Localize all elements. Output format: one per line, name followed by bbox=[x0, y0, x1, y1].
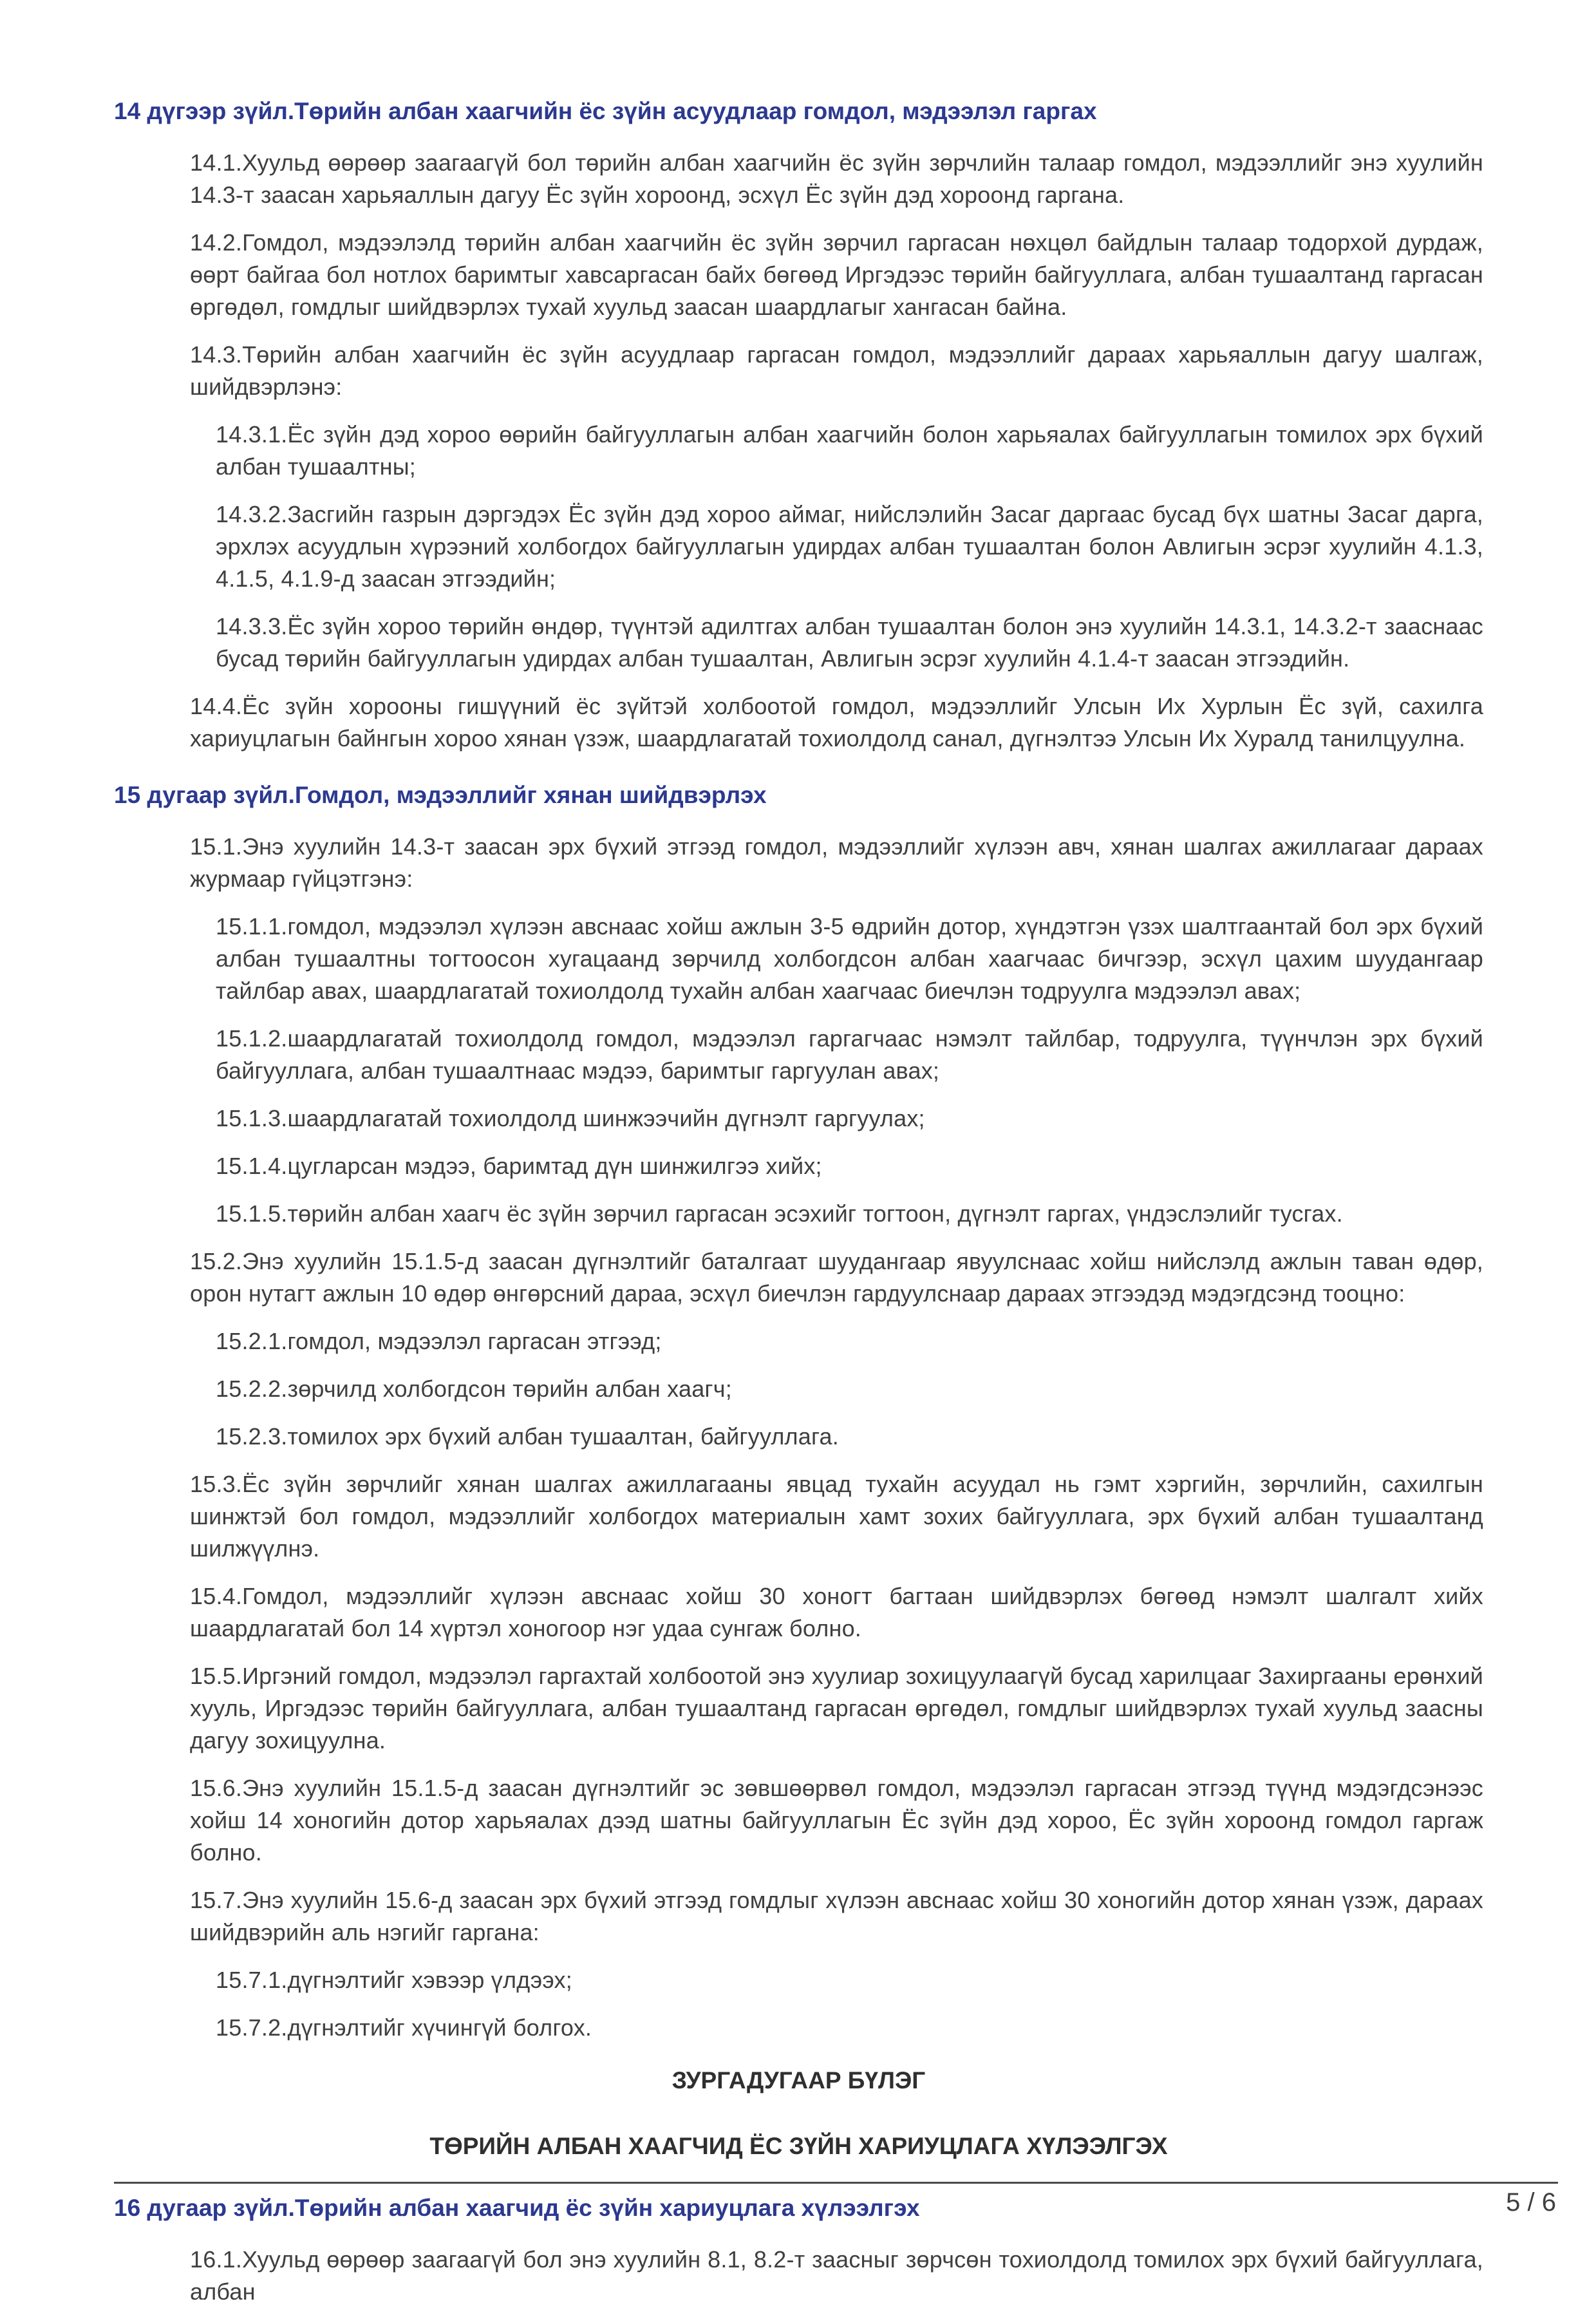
article-15-heading: 15 дугаар зүйл.Гомдол, мэдээллийг хянан шийдвэрлэх bbox=[114, 782, 767, 808]
chapter-six-number: ЗУРГАДУГААР БҮЛЭГ bbox=[671, 2067, 926, 2094]
page-number: 5 / 6 bbox=[1506, 2188, 1556, 2217]
paragraph-15-1-5: 15.1.5.төрийн албан хаагч ёс зүйн зөрчил гаргасан эсэхийг тогтоон, дүгнэлт гаргах, үндэслэлийг тусгах. bbox=[216, 1200, 1343, 1227]
paragraph-15-2-3: 15.2.3.томилох эрх бүхий албан тушаалтан, байгууллага. bbox=[216, 1423, 839, 1450]
paragraph-14-2: 14.2.Гомдол, мэдээлэлд төрийн албан хаагчийн ёс зүйн зөрчил гаргасан нөхцөл байдлын талаар тодорхой дурдаж, өөрт байгаа бол нотлох баримтыг хавсаргасан байх бөгөөд Иргэдээс төрийн байгууллага, албан тушаалтанд гаргасан өргөдөл, гомдлыг шийдвэрлэх тухай хуульд заасан шаардлагыг хангасан байна. bbox=[190, 229, 1483, 320]
paragraph-15-2: 15.2.Энэ хуулийн 15.1.5-д заасан дүгнэлтийг баталгаат шуудангаар явуулснаас хойш нийслэлд ажлын таван өдөр, орон нутагт ажлын 10 өдөр өнгөрсний дараа, эсхүл биечлэн гардуулснаар дараах этгээдэд мэдэгдсэнд тооцно: bbox=[190, 1248, 1483, 1307]
paragraph-16-1: 16.1.Хуульд өөрөөр заагаагүй бол энэ хуулийн 8.1, 8.2-т заасныг зөрчсөн тохиолдолд томилох эрх бүхий байгууллага, албан bbox=[190, 2246, 1483, 2305]
paragraph-15-2-1: 15.2.1.гомдол, мэдээлэл гаргасан этгээд; bbox=[216, 1328, 662, 1354]
paragraph-15-7: 15.7.Энэ хуулийн 15.6-д заасан эрх бүхий этгээд гомдлыг хүлээн авснаас хойш 30 хоногийн дотор хянан үзэж, дараах шийдвэрийн аль нэгийг гаргана: bbox=[190, 1887, 1483, 1945]
paragraph-15-6: 15.6.Энэ хуулийн 15.1.5-д заасан дүгнэлтийг эс зөвшөөрвөл гомдол, мэдээлэл гаргасан этгээд түүнд мэдэгдсэнээс хойш 14 хоногийн дотор харьяалах дээд шатны байгууллагын Ёс зүйн дэд хороо, Ёс зүйн хороонд гомдол гаргаж болно. bbox=[190, 1775, 1483, 1866]
paragraph-15-1: 15.1.Энэ хуулийн 14.3-т заасан эрх бүхий этгээд гомдол, мэдээллийг хүлээн авч, хянан шалгах ажиллагааг дараах журмаар гүйцэтгэнэ: bbox=[190, 833, 1483, 892]
paragraph-15-1-2: 15.1.2.шаардлагатай тохиолдолд гомдол, мэдээлэл гаргагчаас нэмэлт тайлбар, тодруулга, түүнчлэн эрх бүхий байгууллага, албан тушаалтнаас мэдээ, баримтыг гаргуулан авах; bbox=[216, 1025, 1483, 1084]
chapter-six-block bbox=[114, 2065, 1483, 2162]
paragraph-14-4: 14.4.Ёс зүйн хорооны гишүүний ёс зүйтэй холбоотой гомдол, мэдээллийг Улсын Их Хурлын Ёс зүй, сахилга хариуцлагын байнгын хороо хянан үзэж, шаардлагатай тохиолдолд санал, дүгнэлтээ Улсын Их Хуралд танилцуулна. bbox=[190, 693, 1483, 752]
paragraph-15-7-2: 15.7.2.дүгнэлтийг хүчингүй болгох. bbox=[216, 2014, 592, 2041]
paragraph-14-3: 14.3.Төрийн албан хаагчийн ёс зүйн асуудлаар гаргасан гомдол, мэдээллийг дараах харьяаллын дагуу шалгаж, шийдвэрлэнэ: bbox=[190, 341, 1483, 400]
paragraph-15-7-1: 15.7.1.дүгнэлтийг хэвээр үлдээх; bbox=[216, 1967, 572, 1993]
footer-divider bbox=[114, 2182, 1558, 2184]
article-16-heading: 16 дугаар зүйл.Төрийн албан хаагчид ёс зүйн хариуцлага хүлээлгэх bbox=[114, 2195, 920, 2221]
paragraph-15-1-1: 15.1.1.гомдол, мэдээлэл хүлээн авснаас хойш ажлын 3-5 өдрийн дотор, хүндэтгэн үзэх шалтгаантай бол эрх бүхий албан тушаалтны тогтоосон хугацаанд зөрчилд холбогдсон албан хаагчаас бичгээр, эсхүл цахим шуудангаар тайлбар авах, шаардлагатай тохиолдолд тухайн албан хаагчаас биечлэн тодруулга мэдээлэл авах; bbox=[216, 913, 1483, 1004]
paragraph-15-1-4: 15.1.4.цугларсан мэдээ, баримтад дүн шинжилгээ хийх; bbox=[216, 1153, 822, 1179]
paragraph-15-4: 15.4.Гомдол, мэдээллийг хүлээн авснаас хойш 30 хоногт багтаан шийдвэрлэх бөгөөд нэмэлт шалгалт хийх шаардлагатай бол 14 хүртэл хоногоор нэг удаа сунгаж болно. bbox=[190, 1583, 1483, 1641]
paragraph-15-2-2: 15.2.2.зөрчилд холбогдсон төрийн албан хаагч; bbox=[216, 1376, 732, 1402]
article-14-heading: 14 дүгээр зүйл.Төрийн албан хаагчийн ёс зүйн асуудлаар гомдол, мэдээлэл гаргах bbox=[114, 98, 1097, 124]
paragraph-15-1-3: 15.1.3.шаардлагатай тохиолдолд шинжээчийн дүгнэлт гаргуулах; bbox=[216, 1105, 925, 1131]
paragraph-15-5: 15.5.Иргэний гомдол, мэдээлэл гаргахтай холбоотой энэ хуулиар зохицуулаагүй бусад харилцааг Захиргааны ерөнхий хууль, Иргэдээс төрийн байгууллага, албан тушаалтанд гаргасан өргөдөл, гомдлыг шийдвэрлэх тухай хуульд заасны дагуу зохицуулна. bbox=[190, 1663, 1483, 1754]
paragraph-14-3-3: 14.3.3.Ёс зүйн хороо төрийн өндөр, түүнтэй адилтгах албан тушаалтан болон энэ хуулийн 14.3.1, 14.3.2-т зааснаас бусад төрийн байгууллагын удирдах албан тушаалтан, Авлигын эсрэг хуулийн 4.1.4-т заасан этгээдийн. bbox=[216, 613, 1483, 672]
paragraph-14-3-2: 14.3.2.Засгийн газрын дэргэдэх Ёс зүйн дэд хороо аймаг, нийслэлийн Засаг даргаас бусад бүх шатны Засаг дарга, эрхлэх асуудлын хүрээний холбогдох байгууллагын удирдах албан тушаалтан болон Авлигын эсрэг хуулийн 4.1.3, 4.1.5, 4.1.9-д заасан этгээдийн; bbox=[216, 501, 1483, 592]
paragraph-14-1: 14.1.Хуульд өөрөөр заагаагүй бол төрийн албан хаагчийн ёс зүйн зөрчлийн талаар гомдол, мэдээллийг энэ хуулийн 14.3-т заасан харьяаллын дагуу Ёс зүйн хороонд, эсхүл Ёс зүйн дэд хороонд гаргана. bbox=[190, 149, 1483, 208]
paragraph-14-3-1: 14.3.1.Ёс зүйн дэд хороо өөрийн байгууллагын албан хаагчийн болон харьяалах байгууллагын томилох эрх бүхий албан тушаалтны; bbox=[216, 421, 1483, 480]
paragraph-15-3: 15.3.Ёс зүйн зөрчлийг хянан шалгах ажиллагааны явцад тухайн асуудал нь гэмт хэргийн, зөрчлийн, сахилгын шинжтэй бол гомдол, мэдээллийг холбогдох материалын хамт зохих байгууллага, эрх бүхий албан тушаалтанд шилжүүлнэ. bbox=[190, 1471, 1483, 1562]
chapter-six-title: ТӨРИЙН АЛБАН ХААГЧИД ЁС ЗҮЙН ХАРИУЦЛАГА ХҮЛЭЭЛГЭХ bbox=[429, 2133, 1168, 2159]
